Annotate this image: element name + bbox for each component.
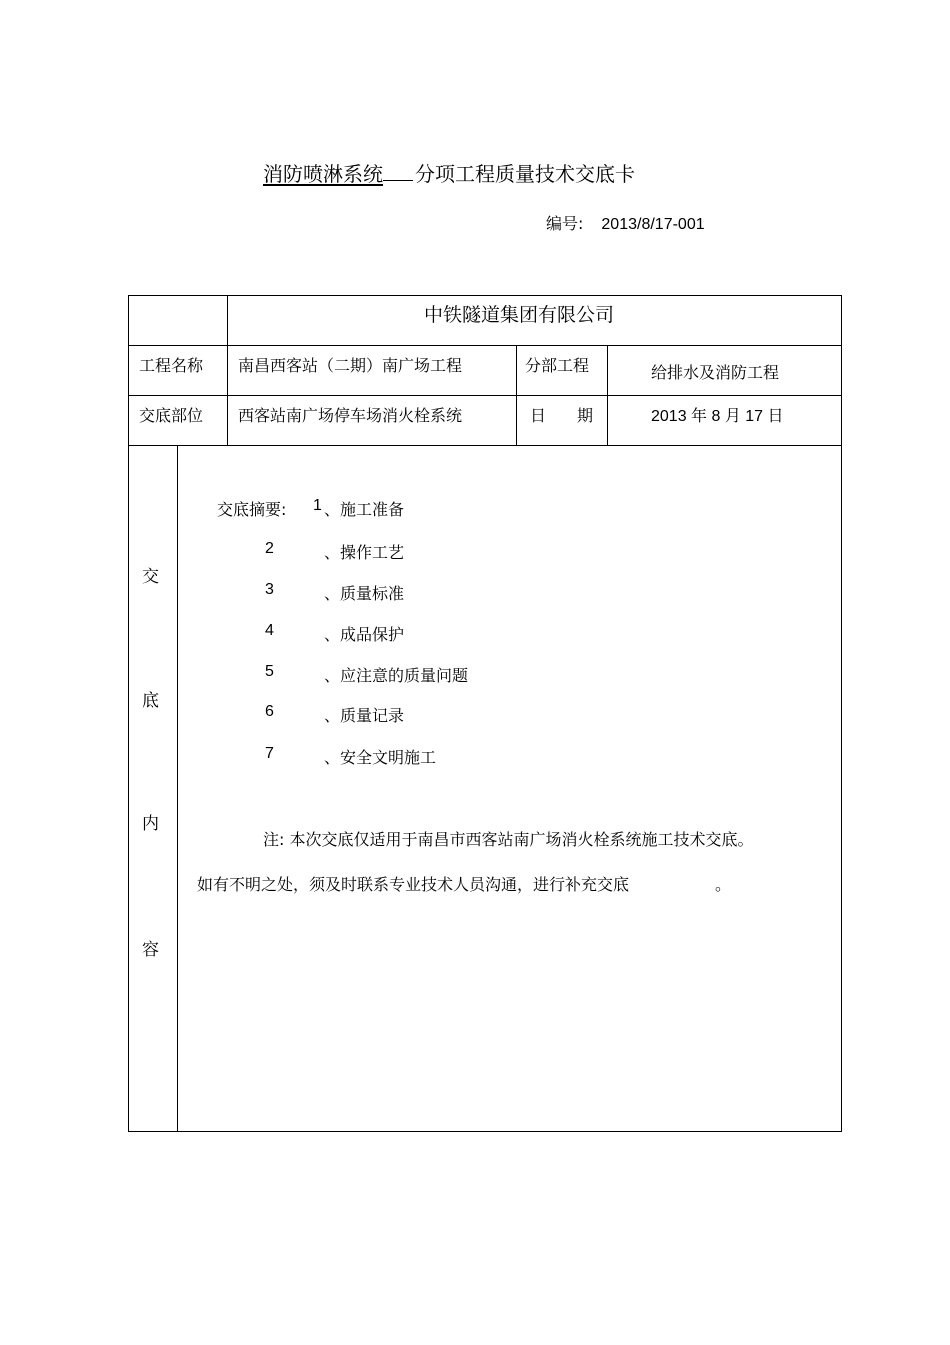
summary-label: 交底摘要:	[217, 500, 287, 519]
grid-line	[227, 295, 228, 445]
list-item-text: 、质量记录	[324, 706, 405, 725]
content-label-char: 容	[142, 940, 159, 960]
list-item-number: 3	[265, 581, 274, 598]
grid-line	[128, 445, 842, 446]
list-item-text: 、成品保护	[324, 625, 405, 644]
location-value: 西客站南广场停车场消火栓系统	[238, 406, 463, 425]
list-item-number: 6	[265, 703, 274, 720]
list-item-number: 2	[265, 540, 274, 557]
document-number-value: 2013/8/17-001	[601, 216, 705, 233]
grid-line	[128, 395, 842, 396]
content-label-char: 底	[142, 691, 159, 711]
date-label-2: 期	[577, 406, 594, 425]
note-line-1: 注: 本次交底仅适用于南昌市西客站南广场消火栓系统施工技术交底。	[263, 830, 754, 849]
title-underline-gap	[383, 162, 413, 181]
list-item-text: 、操作工艺	[324, 543, 405, 562]
list-item-text: 、质量标准	[324, 584, 405, 603]
document-title	[263, 158, 635, 187]
grid-line	[177, 445, 178, 1132]
company-name: 中铁隧道集团有限公司	[424, 304, 615, 326]
document-number-label: 编号:	[546, 214, 584, 233]
note-end-mark: 。	[715, 875, 732, 894]
content-label-char: 内	[142, 814, 159, 834]
content-label-char: 交	[142, 567, 159, 587]
project-name-value: 南昌西客站（二期）南广场工程	[238, 356, 463, 375]
title-rest: 分项工程质量技术交底卡	[415, 162, 635, 186]
title-subject: 消防喷淋系统	[263, 162, 383, 186]
grid-line	[516, 345, 517, 445]
date-label-1: 日	[530, 406, 547, 425]
list-item-text: 、施工准备	[324, 500, 405, 519]
note-line-2: 如有不明之处，须及时联系专业技术人员沟通，进行补充交底	[197, 875, 630, 894]
list-item-text: 、安全文明施工	[324, 748, 437, 767]
list-item-text: 、应注意的质量问题	[324, 666, 469, 685]
list-item-number: 5	[265, 663, 274, 680]
date-value: 2013 年 8 月 17 日	[651, 408, 784, 425]
document-number	[546, 211, 705, 234]
list-item-number: 4	[265, 622, 274, 639]
location-label: 交底部位	[139, 406, 204, 425]
grid-line	[128, 345, 842, 346]
list-item-number: 1	[313, 497, 322, 514]
project-name-label: 工程名称	[139, 356, 204, 375]
list-item-number: 7	[265, 745, 274, 762]
grid-line	[607, 345, 608, 445]
sub-project-label: 分部工程	[525, 356, 590, 375]
sub-project-value: 给排水及消防工程	[651, 363, 780, 382]
